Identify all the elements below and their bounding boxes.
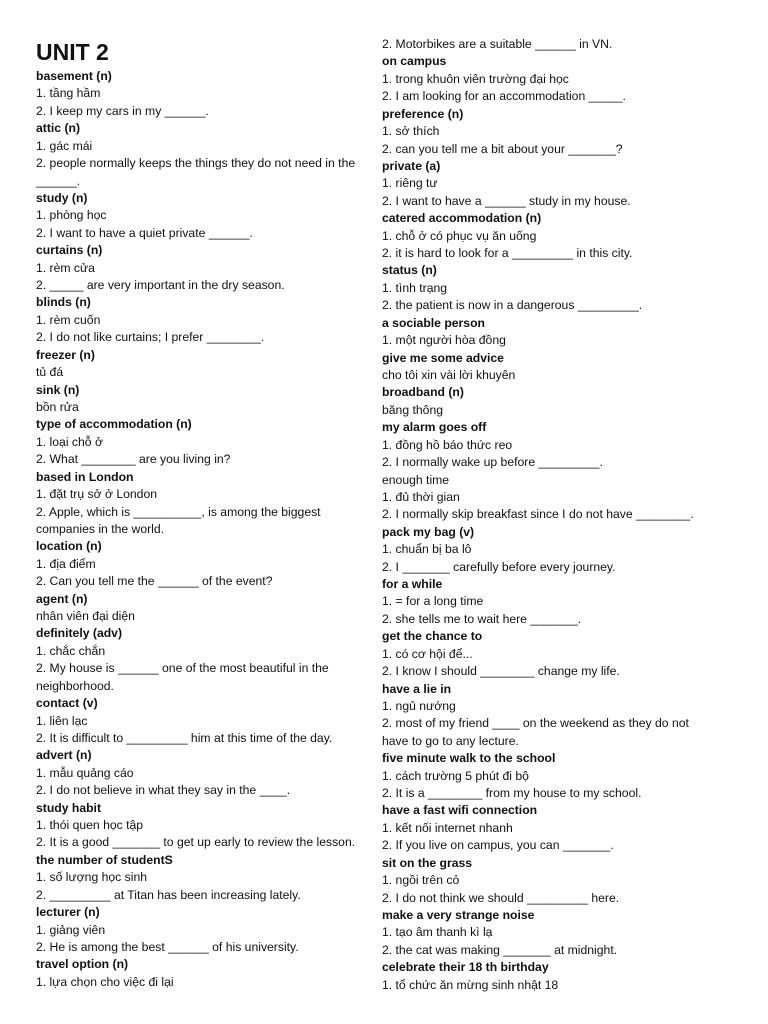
vocab-line: 1. tổ chức ăn mừng sinh nhật 18 bbox=[382, 977, 559, 992]
vocab-term: have a lie in bbox=[382, 681, 452, 696]
vocab-term: get the chance to bbox=[382, 629, 483, 644]
vocab-line: 1. tầng hầm bbox=[36, 86, 101, 101]
vocab-line: tủ đá bbox=[36, 365, 64, 380]
vocab-line: 2. can you tell me a bit about your _______? bbox=[382, 141, 623, 156]
vocab-term: advert (n) bbox=[36, 748, 92, 763]
vocab-line: 1. loại chỗ ở bbox=[36, 434, 103, 449]
vocab-line: 1. giảng viên bbox=[36, 922, 106, 937]
vocab-line: 1. ngủ nướng bbox=[382, 698, 456, 713]
vocab-line: 2. it is hard to look for a _________ in this city. bbox=[382, 246, 633, 261]
vocab-term: celebrate their 18 th birthday bbox=[382, 960, 549, 975]
vocab-term: travel option (n) bbox=[36, 957, 129, 972]
vocab-line: 1. lựa chọn cho việc đi lại bbox=[36, 974, 174, 989]
vocab-line: 1. địa điểm bbox=[36, 556, 96, 571]
vocab-term: sink (n) bbox=[36, 382, 80, 397]
vocab-term: pack my bag (v) bbox=[382, 524, 475, 539]
vocab-line: 1. chỗ ở có phục vụ ăn uống bbox=[382, 228, 537, 243]
vocab-line: cho tôi xin vài lời khuyên bbox=[382, 367, 516, 382]
vocab-term: study (n) bbox=[36, 190, 88, 205]
vocab-line: 1. kết nối internet nhanh bbox=[382, 820, 513, 835]
vocab-line: 2. I am looking for an accommodation _____. bbox=[382, 89, 626, 104]
vocab-line: neighborhood. bbox=[36, 678, 114, 693]
vocab-line: 1. liên lạc bbox=[36, 713, 88, 728]
vocab-line: 1. đặt trụ sở ở London bbox=[36, 487, 158, 502]
vocab-line: 2. the cat was making _______ at midnight. bbox=[382, 942, 618, 957]
vocab-line: have to go to any lecture. bbox=[382, 733, 519, 748]
vocab-line: 1. đủ thời gian bbox=[382, 489, 460, 504]
vocab-term: a sociable person bbox=[382, 315, 485, 330]
vocab-line: băng thông bbox=[382, 402, 443, 417]
vocab-term: blinds (n) bbox=[36, 295, 91, 310]
vocab-line: nhân viên đại diện bbox=[36, 609, 135, 624]
vocab-term: private (a) bbox=[382, 158, 441, 173]
vocab-line: 2. It is a good _______ to get up early to review the lesson. bbox=[36, 835, 356, 850]
vocab-line: 2. It is difficult to _________ him at this time of the day. bbox=[36, 730, 333, 745]
vocab-line: 2. I _______ carefully before every journey. bbox=[382, 559, 616, 574]
vocab-line: 1. có cơ hội để... bbox=[382, 646, 473, 661]
vocab-term: attic (n) bbox=[36, 121, 81, 136]
vocab-line: 2. Apple, which is __________, is among the biggest bbox=[36, 504, 321, 519]
vocab-line: 1. trong khuôn viên trường đại học bbox=[382, 71, 569, 86]
vocab-line: 1. chuẩn bị ba lô bbox=[382, 542, 472, 557]
vocab-line: 1. rèm cửa bbox=[36, 260, 95, 275]
vocab-line: enough time bbox=[382, 472, 450, 487]
vocab-line: 2. It is a ________ from my house to my school. bbox=[382, 786, 642, 801]
vocab-term: give me some advice bbox=[382, 350, 504, 365]
vocab-term: have a fast wifi connection bbox=[382, 803, 538, 818]
vocab-line: 1. phòng học bbox=[36, 208, 107, 223]
vocab-term: catered accommodation (n) bbox=[382, 211, 542, 226]
vocab-line: 2. people normally keeps the things they do not need in the bbox=[36, 156, 356, 171]
vocab-line: 1. cách trường 5 phút đi bộ bbox=[382, 768, 529, 783]
vocab-line: 2. Can you tell me the ______ of the event? bbox=[36, 574, 273, 589]
vocab-line: 1. sở thích bbox=[382, 124, 440, 139]
vocab-line: 2. If you live on campus, you can _______. bbox=[382, 838, 614, 853]
vocab-term: definitely (adv) bbox=[36, 626, 123, 641]
vocab-line: 1. tạo âm thanh kì lạ bbox=[382, 925, 493, 940]
vocab-line: 1. mẫu quảng cáo bbox=[36, 765, 134, 780]
vocab-line: 2. most of my friend ____ on the weekend as they do not bbox=[382, 716, 689, 731]
vocab-term: preference (n) bbox=[382, 106, 464, 121]
vocab-term: type of accommodation (n) bbox=[36, 417, 192, 432]
vocab-term: sit on the grass bbox=[382, 855, 473, 870]
vocab-line: 2. I do not like curtains; I prefer ________. bbox=[36, 330, 265, 345]
vocab-term: based in London bbox=[36, 469, 134, 484]
vocab-term: study habit bbox=[36, 800, 102, 815]
vocab-line: 2. I know I should ________ change my life. bbox=[382, 664, 620, 679]
vocab-line: 2. What ________ are you living in? bbox=[36, 452, 231, 467]
vocab-term: my alarm goes off bbox=[382, 420, 487, 435]
vocab-term: five minute walk to the school bbox=[382, 751, 556, 766]
vocab-line: ______. bbox=[36, 173, 81, 188]
vocab-term: contact (v) bbox=[36, 696, 98, 711]
vocab-line: 2. _________ at Titan has been increasing lately. bbox=[36, 887, 301, 902]
vocab-line: bồn rửa bbox=[36, 399, 79, 414]
vocab-line: 2. I normally wake up before _________. bbox=[382, 455, 603, 470]
vocab-line: 2. she tells me to wait here _______. bbox=[382, 611, 582, 626]
vocab-line: 2. I normally skip breakfast since I do not have ________. bbox=[382, 507, 694, 522]
vocab-line: 1. chắc chắn bbox=[36, 643, 106, 658]
vocab-line: 1. ngồi trên cỏ bbox=[382, 873, 460, 888]
vocab-term: agent (n) bbox=[36, 591, 88, 606]
vocab-line: 1. thói quen học tập bbox=[36, 818, 144, 833]
vocab-line: 1. riêng tư bbox=[382, 176, 438, 191]
vocab-line: 2. I want to have a quiet private ______. bbox=[36, 225, 253, 240]
vocab-line: 1. số lượng học sinh bbox=[36, 870, 148, 885]
vocab-term: location (n) bbox=[36, 539, 102, 554]
vocab-line: 2. My house is ______ one of the most beautiful in the bbox=[36, 661, 329, 676]
vocab-line: 1. một người hòa đồng bbox=[382, 333, 506, 348]
vocab-line: 1. gác mái bbox=[36, 138, 93, 153]
vocab-line: 2. I do not think we should _________ here. bbox=[382, 890, 620, 905]
vocab-line: 1. rèm cuốn bbox=[36, 312, 101, 327]
vocab-line: 2. Motorbikes are a suitable ______ in VN. bbox=[382, 37, 613, 51]
vocab-term: status (n) bbox=[382, 263, 437, 278]
vocab-term: lecturer (n) bbox=[36, 905, 100, 920]
vocab-term: freezer (n) bbox=[36, 347, 95, 362]
vocab-line: 2. the patient is now in a dangerous _________. bbox=[382, 298, 643, 313]
vocab-line: 2. I want to have a ______ study in my house. bbox=[382, 193, 631, 208]
vocab-term: basement (n) bbox=[36, 69, 112, 83]
vocab-line: 1. đồng hồ báo thức reo bbox=[382, 437, 513, 452]
vocab-term: make a very strange noise bbox=[382, 908, 535, 922]
vocab-line: companies in the world. bbox=[36, 521, 165, 536]
page-title: UNIT 2 bbox=[36, 39, 109, 65]
vocab-term: the number of studentS bbox=[36, 852, 173, 867]
vocab-term: curtains (n) bbox=[36, 243, 103, 258]
vocab-line: 1. = for a long time bbox=[382, 594, 484, 609]
vocab-term: broadband (n) bbox=[382, 385, 464, 400]
vocab-line: 2. I keep my cars in my ______. bbox=[36, 103, 209, 118]
vocab-term: on campus bbox=[382, 54, 447, 69]
vocab-line: 2. I do not believe in what they say in the ____. bbox=[36, 783, 291, 798]
vocab-line: 2. _____ are very important in the dry season. bbox=[36, 278, 285, 293]
vocab-line: 1. tình trạng bbox=[382, 280, 448, 295]
vocab-term: for a while bbox=[382, 577, 443, 592]
vocab-line: 2. He is among the best ______ of his university. bbox=[36, 940, 299, 954]
